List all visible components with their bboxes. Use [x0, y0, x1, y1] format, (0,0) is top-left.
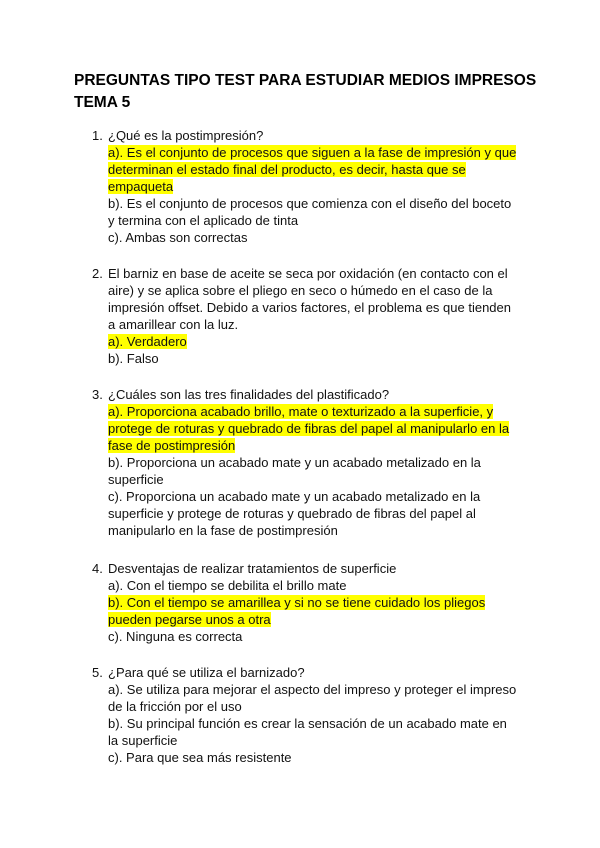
question-text: Desventajas de realizar tratamientos de superficie: [108, 561, 397, 576]
question-body: [108, 560, 520, 645]
option-b: b). Falso: [108, 351, 159, 366]
option-a: [108, 333, 520, 350]
question-text: ¿Cuáles son las tres finalidades del plastificado?: [108, 387, 390, 402]
question-body: [108, 386, 520, 539]
option-b: b). Es el conjunto de procesos que comienza con el diseño del boceto y termina con el aplicado de tinta: [108, 196, 512, 228]
question-number: 2.: [92, 266, 103, 281]
option-a-text-highlighted: a). Proporciona acabado brillo, mate o texturizado a la superficie, y protege de roturas y quebrado de fibras del papel al manipularlo en la fase de postimpresión: [108, 404, 510, 453]
option-a-text-highlighted: a). Es el conjunto de procesos que siguen a la fase de impresión y que determinan el estado final del producto, es decir, hasta que se empaqueta: [108, 145, 517, 194]
question-text: El barniz en base de aceite se seca por oxidación (en contacto con el aire) y se aplica sobre el pliego en seco o húmedo en el caso de la impresión offset. Debido a varios factores, el problema es que tienden a amarillear con la luz.: [108, 266, 511, 332]
option-c: c). Ambas son correctas: [108, 230, 248, 245]
question-body: [108, 265, 520, 367]
document-title: [74, 70, 544, 114]
option-a: [108, 403, 520, 454]
question-body: [108, 664, 520, 766]
option-b-text-highlighted: b). Con el tiempo se amarillea y si no se tiene cuidado los pliegos pueden pegarse unos a otra: [108, 595, 486, 627]
option-c: c). Ninguna es correcta: [108, 629, 243, 644]
question-number: 4.: [92, 561, 103, 576]
option-a-text-highlighted: a). Verdadero: [108, 334, 187, 349]
option-c: c). Proporciona un acabado mate y un acabado metalizado en la superficie y protege de roturas y quebrado de fibras del papel al manipularlo en la fase de postimpresión: [108, 489, 481, 538]
option-b: [108, 594, 520, 628]
question-text: ¿Para qué se utiliza el barnizado?: [108, 665, 305, 680]
title-line-2: TEMA 5: [74, 94, 131, 111]
option-b: b). Su principal función es crear la sensación de un acabado mate en la superficie: [108, 716, 507, 748]
option-a: a). Se utiliza para mejorar el aspecto del impreso y proteger el impreso de la fricción por el uso: [108, 682, 517, 714]
option-c: c). Para que sea más resistente: [108, 750, 292, 765]
question-number: 1.: [92, 128, 103, 143]
option-b: b). Proporciona un acabado mate y un acabado metalizado en la superficie: [108, 455, 481, 487]
option-a: a). Con el tiempo se debilita el brillo mate: [108, 578, 347, 593]
question-text: ¿Qué es la postimpresión?: [108, 128, 264, 143]
question-number: 5.: [92, 665, 103, 680]
question-number: 3.: [92, 387, 103, 402]
option-a: [108, 144, 520, 195]
question-body: [108, 127, 520, 246]
title-line-1: PREGUNTAS TIPO TEST PARA ESTUDIAR MEDIOS IMPRESOS: [74, 72, 537, 89]
